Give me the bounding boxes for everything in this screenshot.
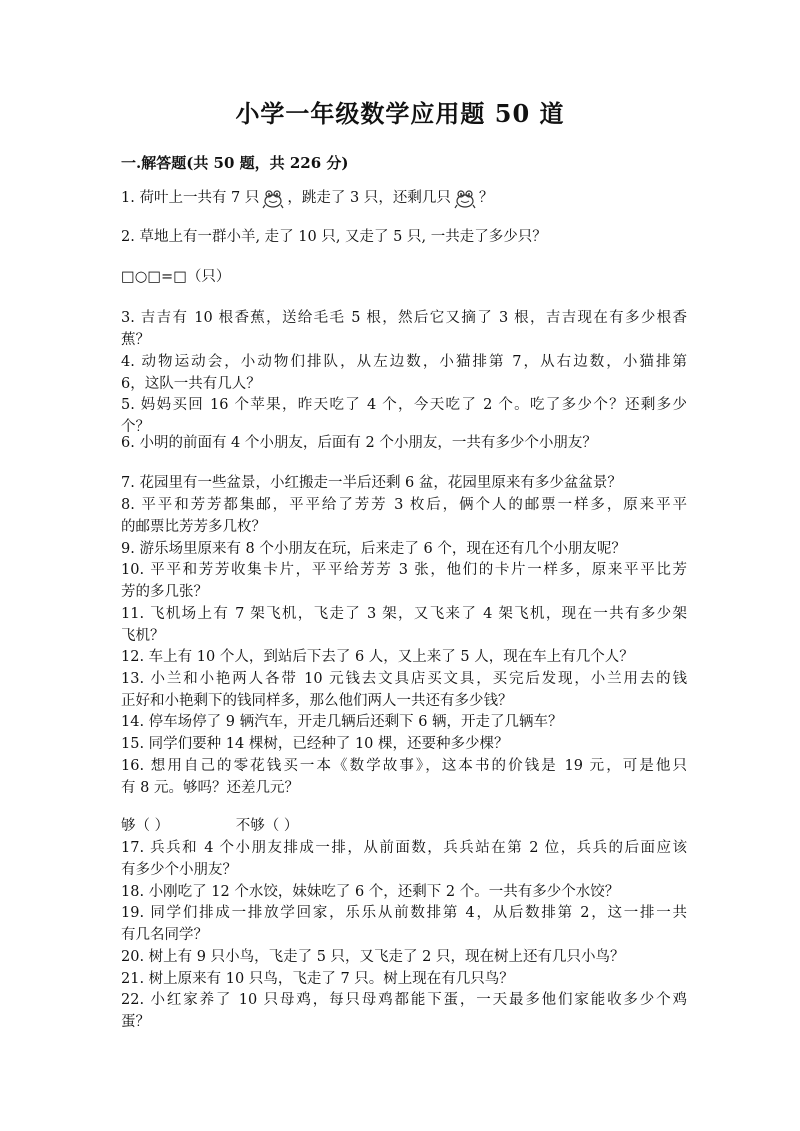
section-heading: 一.解答题(共 50 题，共 226 分) bbox=[121, 154, 349, 172]
question-5-line-1: 5. 妈妈买回 16 个苹果，昨天吃了 4 个，今天吃了 2 个。吃了多少个？还剩多少 bbox=[121, 397, 687, 413]
question-16-line-1: 16. 想用自己的零花钱买一本《数学故事》，这本书的价钱是 19 元，可是他只 bbox=[121, 758, 687, 774]
question-1 bbox=[121, 186, 687, 210]
question-4-line-1: 4. 动物运动会，小动物们排队，从左边数，小猫排第 7，从右边数，小猫排第 bbox=[121, 354, 687, 370]
question-2: 2. 草地上有一群小羊, 走了 10 只, 又走了 5 只, 一共走了多少只？ bbox=[121, 229, 547, 245]
question-4-line-2: 6，这队一共有几人？ bbox=[121, 376, 261, 392]
question-3-line-1: 3. 吉吉有 10 根香蕉，送给毛毛 5 根，然后它又摘了 3 根，吉吉现在有多少根香 bbox=[121, 310, 687, 326]
question-5-line-2: 个？ bbox=[121, 419, 150, 435]
question-19-line-1: 19. 同学们排成一排放学回家，乐乐从前数排第 4，从后数排第 2，这一排一共 bbox=[121, 905, 687, 921]
question-2-answer-blank: □○□=□（只） bbox=[121, 269, 231, 285]
question-21: 21. 树上原来有 10 只鸟，飞走了 7 只。树上现在有几只鸟？ bbox=[121, 971, 514, 987]
question-20: 20. 树上有 9 只小鸟，飞走了 5 只，又飞走了 2 只，现在树上还有几只小鸟？ bbox=[121, 949, 625, 965]
not-enough-option: 不够（ ） bbox=[235, 818, 299, 834]
question-8-line-1: 8. 平平和芳芳都集邮，平平给了芳芳 3 枚后，俩个人的邮票一样多，原来平平 bbox=[121, 497, 687, 513]
question-16-line-2: 有 8 元。够吗？还差几元？ bbox=[121, 780, 299, 796]
question-7: 7. 花园里有一些盆景，小红搬走一半后还剩 6 盆，花园里原来有多少盆盆景？ bbox=[121, 475, 622, 491]
question-1-part-a: 1. 荷叶上一共有 7 只 bbox=[121, 190, 260, 206]
question-3-line-2: 蕉？ bbox=[121, 332, 150, 348]
question-10-line-2: 芳的多几张？ bbox=[121, 584, 208, 600]
question-22-line-1: 22. 小红家养了 10 只母鸡，每只母鸡都能下蛋，一天最多他们家能收多少个鸡 bbox=[121, 992, 687, 1008]
question-11-line-1: 11. 飞机场上有 7 架飞机，飞走了 3 架，又飞来了 4 架飞机，现在一共有多少架 bbox=[121, 606, 687, 622]
question-6: 6. 小明的前面有 4 个小朋友，后面有 2 个小朋友，一共有多少个小朋友？ bbox=[121, 435, 597, 451]
question-13-line-2: 正好和小艳剩下的钱同样多，那么他们两人一共还有多少钱？ bbox=[121, 693, 513, 709]
question-11-line-2: 飞机？ bbox=[121, 628, 165, 644]
question-19-line-2: 有几名同学？ bbox=[121, 927, 208, 943]
question-1-part-b: ，跳走了 3 只，还剩几只 bbox=[287, 190, 451, 206]
question-15: 15. 同学们要种 14 棵树，已经种了 10 棵，还要种多少棵？ bbox=[121, 736, 509, 752]
question-17-line-1: 17. 兵兵和 4 个小朋友排成一排，从前面数，兵兵站在第 2 位，兵兵的后面应该 bbox=[121, 840, 687, 856]
question-17-line-2: 有多少个小朋友？ bbox=[121, 862, 237, 878]
question-14: 14. 停车场停了 9 辆汽车，开走几辆后还剩下 6 辆，开走了几辆车？ bbox=[121, 714, 563, 730]
enough-option: 够（ ） bbox=[121, 818, 170, 834]
question-1-part-c: ？ bbox=[478, 190, 494, 206]
question-12: 12. 车上有 10 个人，到站后下去了 6 人，又上来了 5 人，现在车上有几个人？ bbox=[121, 649, 634, 665]
question-9: 9. 游乐场里原来有 8 个小朋友在玩，后来走了 6 个，现在还有几个小朋友呢？ bbox=[121, 541, 626, 557]
question-13-line-1: 13. 小兰和小艳两人各带 10 元钱去文具店买文具，买完后发现，小兰用去的钱 bbox=[121, 671, 687, 687]
frog-icon bbox=[262, 186, 284, 210]
question-18: 18. 小刚吃了 12 个水饺，妹妹吃了 6 个，还剩下 2 个。一共有多少个水饺？ bbox=[121, 884, 620, 900]
page-title: 小学一年级数学应用题 50 道 bbox=[235, 99, 565, 128]
question-10-line-1: 10. 平平和芳芳收集卡片，平平给芳芳 3 张，他们的卡片一样多，原来平平比芳 bbox=[121, 562, 687, 578]
frog-icon bbox=[454, 186, 476, 210]
question-8-line-2: 的邮票比芳芳多几枚？ bbox=[121, 519, 266, 535]
question-16-options bbox=[121, 815, 687, 837]
question-22-line-2: 蛋？ bbox=[121, 1014, 150, 1030]
